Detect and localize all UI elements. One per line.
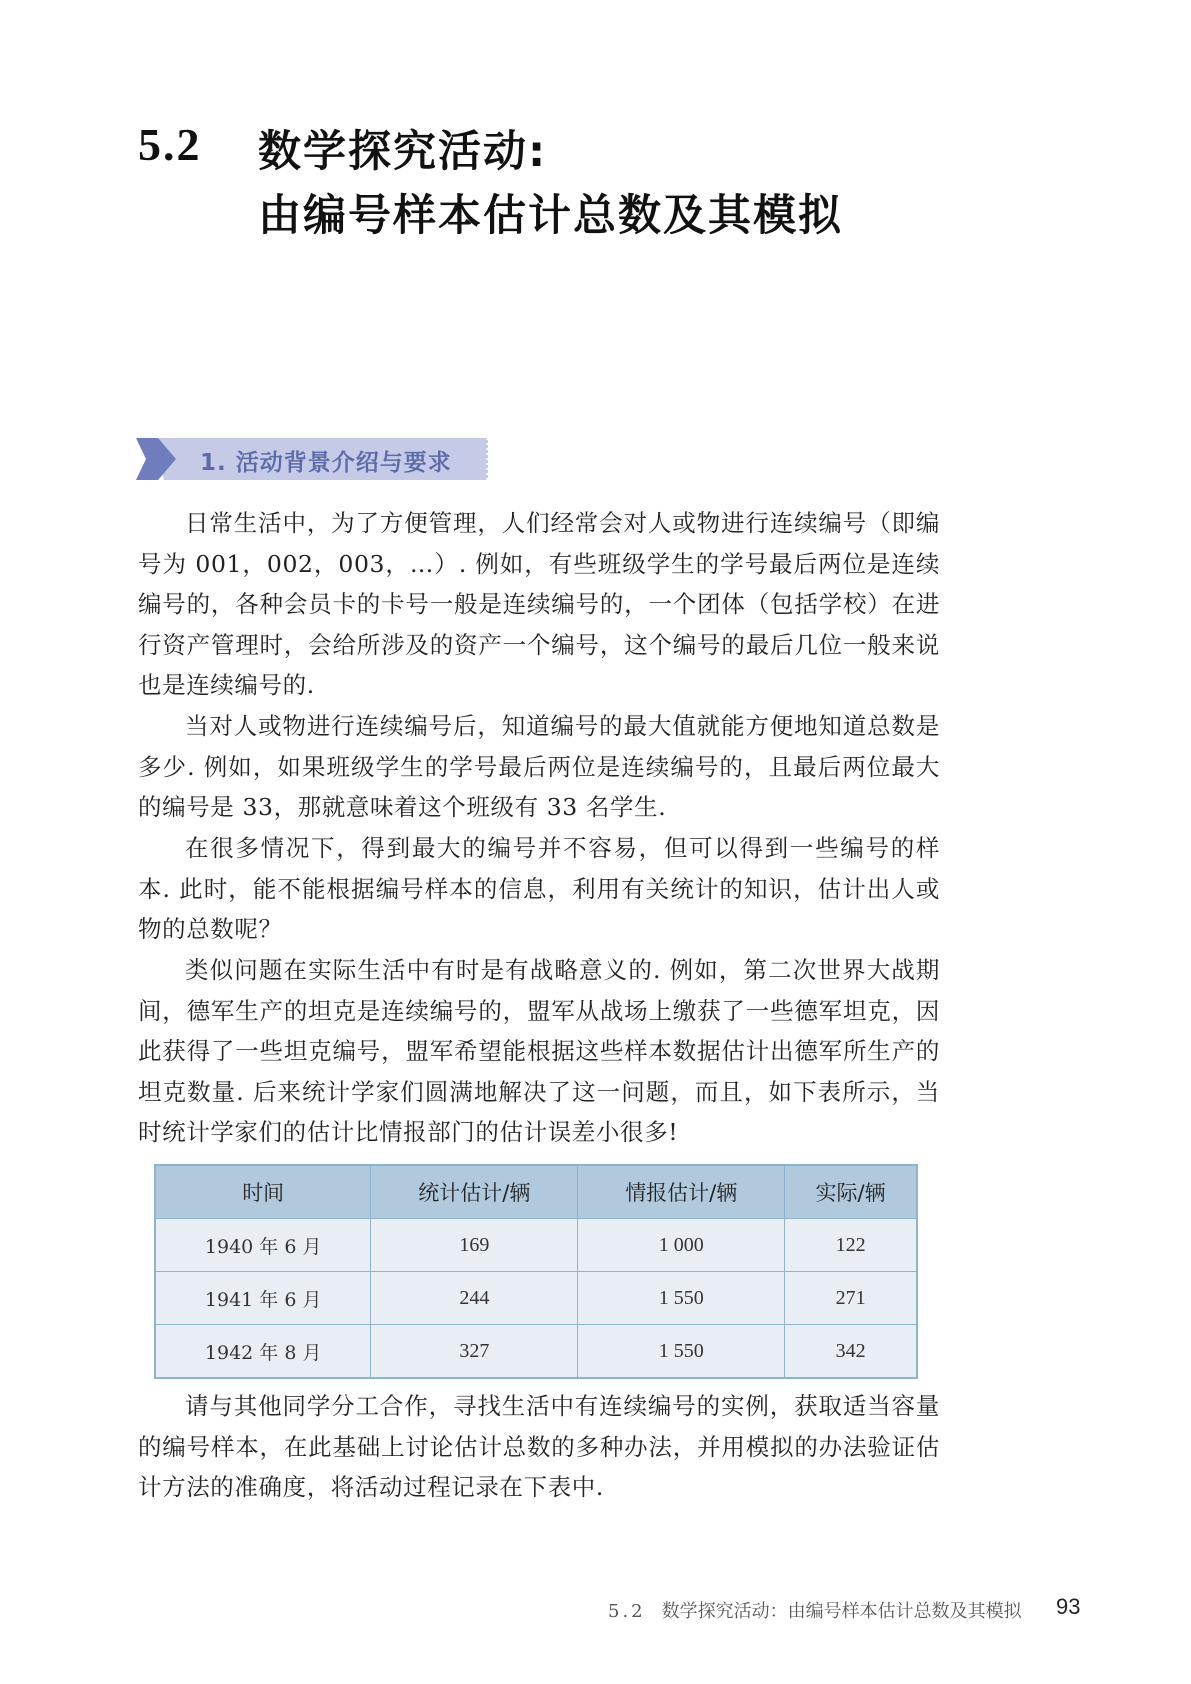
page-title-line-2: 由编号样本估计总数及其模拟 [258,191,843,241]
table-header-row [155,1165,917,1219]
table-cell: 342 [785,1325,917,1379]
column-header-statistical-estimate: 统计估计/辆 [371,1165,578,1219]
table-cell: 122 [785,1219,917,1272]
tank-estimate-table [154,1164,918,1379]
table-cell: 169 [371,1219,578,1272]
table-cell: 1 550 [578,1325,785,1379]
column-header-actual: 实际/辆 [785,1165,917,1219]
paragraph: 日常生活中，为了方便管理，人们经常会对人或物进行连续编号（即编号为 001，002，003，…）. 例如，有些班级学生的学号最后两位是连续编号的，各种会员卡的卡号一般是连续编号的，一个团体（包括学校）在进行资产管理时，会给所涉及的资产一个编号，这个编号的最后几位一般来说也是连续编号的. [138,509,940,699]
table-cell: 271 [785,1272,917,1325]
page-number: 93 [1056,1594,1081,1619]
table-row [155,1325,917,1379]
table-row [155,1272,917,1325]
section-number: 5.2 [138,119,202,170]
paragraph: 当对人或物进行连续编号后，知道编号的最大值就能方便地知道总数是多少. 例如，如果班级学生的学号最后两位是连续编号的，且最后两位最大的编号是 33，那就意味着这个班级有 33 名学生. [138,712,940,821]
section-heading-banner [136,436,496,482]
paragraph: 请与其他同学分工合作，寻找生活中有连续编号的实例，获取适当容量的编号样本，在此基础上讨论估计总数的多种办法，并用模拟的办法验证估计方法的准确度，将活动过程记录在下表中. [138,1392,940,1501]
table-cell: 1 550 [578,1272,785,1325]
table-cell: 1940 年 6 月 [155,1219,371,1272]
footer-section-number: 5.2 [608,1601,646,1622]
column-header-intelligence-estimate: 情报估计/辆 [578,1165,785,1219]
paragraph: 类似问题在实际生活中有时是有战略意义的. 例如，第二次世界大战期间，德军生产的坦克是连续编号的，盟军从战场上缴获了一些德军坦克，因此获得了一些坦克编号，盟军希望能根据这些样本数据估计出德军所生产的坦克数量. 后来统计学家们圆满地解决了这一问题，而且，如下表所示，当时统计学家们的估计比情报部门的估计误差小很多! [138,956,940,1146]
table-cell: 1942 年 8 月 [155,1325,371,1379]
running-footer [608,1597,1022,1623]
table-cell: 244 [371,1272,578,1325]
table-cell: 1 000 [578,1219,785,1272]
table-row [155,1219,917,1272]
section-heading: 1. 活动背景介绍与要求 [200,450,452,476]
paragraph: 在很多情况下，得到最大的编号并不容易，但可以得到一些编号的样本. 此时，能不能根据编号样本的信息，利用有关统计的知识，估计出人或物的总数呢？ [138,834,940,943]
footer-running-title: 数学探究活动：由编号样本估计总数及其模拟 [661,1601,1022,1622]
page-title-line-1: 数学探究活动: [258,127,548,177]
column-header-time: 时间 [155,1165,371,1219]
table-cell: 1941 年 6 月 [155,1272,371,1325]
table-cell: 327 [371,1325,578,1379]
